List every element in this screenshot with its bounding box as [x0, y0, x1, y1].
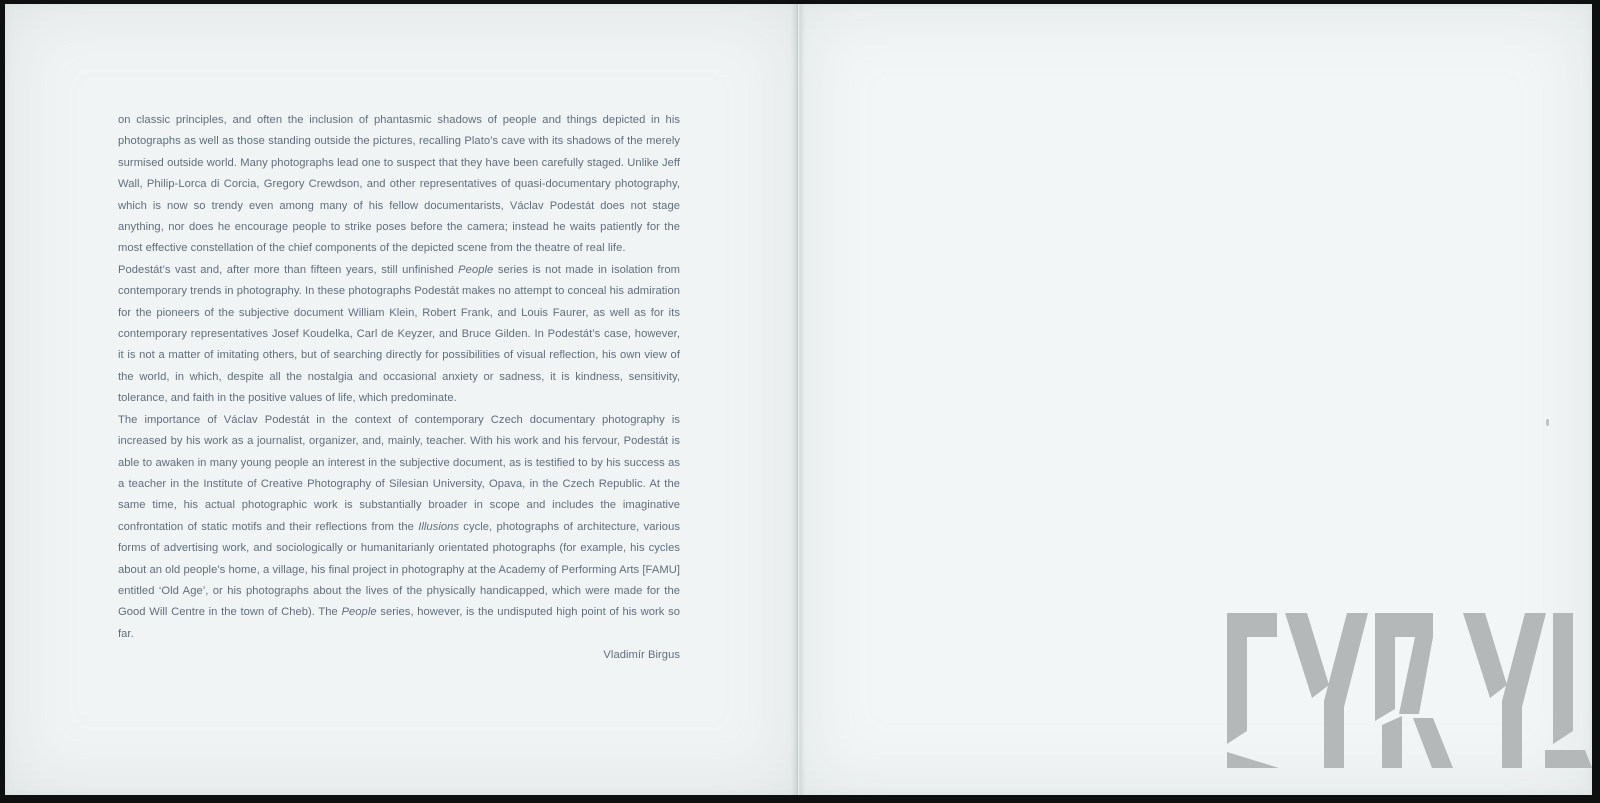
right-page — [798, 4, 1592, 795]
essay-text-block — [118, 110, 680, 667]
letter-c — [1227, 613, 1279, 768]
letter-y1 — [1285, 613, 1368, 768]
scan-speck — [1546, 419, 1549, 426]
essay-paragraph: on classic principles, and often the inclusion of phantasmic shadows of people and things depicted in his photographs as well as those standing outside the pictures, recalling Plato’s cave with its shadows of the merely surmised outside world. Many photographs lead one to suspect that they have been carefully staged. Unlike Jeff Wall, Philip-Lorca di Corcia, Gregory Crewdson, and other representatives of quasi-documentary photography, which is now so trendy even among many of his fellow documentarists, Václav Podestát does not stage anything, nor does he encourage people to strike poses before the camera; instead he waits patiently for the most effective constellation of the chief components of the depicted scene from the theatre of real life. — [118, 114, 680, 255]
essay-paragraphs — [118, 110, 680, 645]
cyryl-logo-watermark — [1227, 613, 1592, 768]
left-page — [5, 4, 798, 795]
essay-paragraph: The importance of Václav Podestát in the context of contemporary Czech documentary photography is increased by his work as a journalist, organizer, and, mainly, teacher. With his work and his fervour, Podestát is able to awaken in many young people an interest in the subjective document, as is testified to by his success as a teacher in the Institute of Creative Photography of Silesian University, Opava, in the Czech Republic. At the same time, his actual photographic work is substantially broader in scope and includes the imaginative confrontation of static motifs and their reflections from the Illusions cycle, photographs of architecture, various forms of advertising work, and sociologically or humanitarianly orientated photographs (for example, his cycles about an old people’s home, a village, his final project in photography at the Academy of Performing Arts [FAMU] entitled ‘Old Age’, or his photographs about the lives of the physically handicapped, which were made for the Good Will Centre in the town of Cheb). The People series, however, is the undisputed high point of his work so far. — [118, 413, 680, 640]
letter-y2 — [1463, 613, 1546, 768]
essay-paragraph: Podestát’s vast and, after more than fifteen years, still unfinished People series is not made in isolation from contemporary trends in photography. In these photographs Podestát makes no attempt to conceal his admiration for the pioneers of the subjective document William Klein, Robert Frank, and Louis Faurer, as well as for its contemporary representatives Josef Koudelka, Carl de Keyzer, and Bruce Gilden. In Podestát’s case, however, it is not a matter of imitating others, but of searching directly for possibilities of visual reflection, his own view of the world, in which, despite all the nostalgia and occasional anxiety or sadness, it is kindness, sensitivity, tolerance, and faith in the positive values of life, which predominate. — [118, 263, 680, 405]
letter-l — [1545, 613, 1592, 768]
signature-line: Vladimír Birgus — [603, 649, 680, 662]
letter-r — [1375, 613, 1453, 768]
